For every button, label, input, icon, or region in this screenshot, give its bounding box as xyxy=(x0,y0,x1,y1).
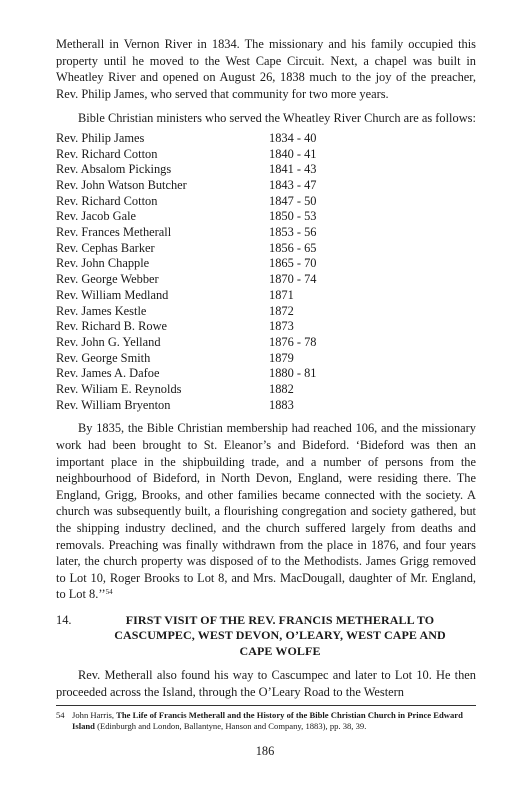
minister-years: 1834 - 40 xyxy=(269,130,317,145)
minister-name: Rev. Richard Cotton xyxy=(56,193,158,208)
minister-name: Rev. Richard B. Rowe xyxy=(56,319,168,334)
minister-name: Rev. Absalom Pickings xyxy=(56,162,172,177)
paragraph-2: Bible Christian ministers who served the Wheatley River Church are as follows: xyxy=(78,111,476,126)
minister-years: 1840 - 41 xyxy=(269,146,317,161)
minister-name: Rev. William Bryenton xyxy=(56,397,171,412)
minister-name: Rev. James A. Dafoe xyxy=(56,366,160,381)
minister-name: Rev. Frances Metherall xyxy=(56,225,172,240)
minister-name: Rev. William Medland xyxy=(56,287,169,302)
minister-years: 1856 - 65 xyxy=(269,240,317,255)
minister-row xyxy=(56,334,476,350)
footnote-title: The Life of Francis Metherall and the History of the Bible Christian Church in Prince Edward Island xyxy=(72,709,463,731)
minister-row xyxy=(56,397,476,413)
minister-row xyxy=(56,381,476,397)
minister-row xyxy=(56,255,476,271)
paragraph-3-text: By 1835, the Bible Christian membership had reached 106, and the missionary work had been brought to St. Eleanor’s and Bideford. ‘Bideford was then an important place in the shipbuilding trade, and a number of persons from the neighbourhood of Bideford, in North Devon, England, were residing there. The England, Grigg, Brooks, and other families became connected with the society. A church was subsequently built, a flourishing congregation and society gathered, but the shipping industry declined, and the church suffered largely from deaths and removals. Preaching was finally withdrawn from the place in 1876, and four years later, the church property was disposed of to the Methodists. James Grigg removed to Lot 10, Roger Brooks to Lot 8, and Mrs. MacDougall, daughter of Mr. England, to Lot 8.’’ xyxy=(56,421,476,602)
minister-name: Rev. Jacob Gale xyxy=(56,209,137,224)
minister-row xyxy=(56,271,476,287)
minister-name: Rev. George Webber xyxy=(56,272,159,287)
minister-years: 1872 xyxy=(269,303,294,318)
minister-row xyxy=(56,177,476,193)
minister-years: 1879 xyxy=(269,350,294,365)
minister-row xyxy=(56,130,476,146)
minister-row xyxy=(56,240,476,256)
minister-row xyxy=(56,208,476,224)
minister-row xyxy=(56,318,476,334)
minister-years: 1876 - 78 xyxy=(269,334,317,349)
minister-name: Rev. Richard Cotton xyxy=(56,146,158,161)
paragraph-4: Rev. Metherall also found his way to Cascumpec and later to Lot 10. He then proceeded across the Island, through the O’Leary Road to the Western xyxy=(56,668,476,699)
minister-years: 1873 xyxy=(269,319,294,334)
minister-row xyxy=(56,350,476,366)
minister-row xyxy=(56,161,476,177)
minister-years: 1853 - 56 xyxy=(269,225,317,240)
minister-name: Rev. Cephas Barker xyxy=(56,240,155,255)
footnote-body xyxy=(72,710,476,732)
minister-years: 1843 - 47 xyxy=(269,178,317,193)
minister-years: 1882 xyxy=(269,381,294,396)
section-title-line: FIRST VISIT OF THE REV. FRANCIS METHERALL TO xyxy=(125,612,435,627)
minister-name: Rev. Wiliam E. Reynolds xyxy=(56,381,182,396)
footnote-number: 54 xyxy=(56,709,65,720)
footnote-divider xyxy=(56,705,476,706)
minister-row xyxy=(56,146,476,162)
footnote-pages: pp. 38, 39. xyxy=(329,720,367,731)
minister-row xyxy=(56,303,476,319)
minister-years: 1883 xyxy=(269,397,294,412)
minister-years: 1870 - 74 xyxy=(269,272,317,287)
section-title-line: CAPE WOLFE xyxy=(239,643,321,658)
minister-name: Rev. John G. Yelland xyxy=(56,334,161,349)
footnote-author: John Harris, xyxy=(72,709,115,720)
minister-name: Rev. John Watson Butcher xyxy=(56,178,187,193)
minister-row xyxy=(56,365,476,381)
minister-name: Rev. Philip James xyxy=(56,130,145,145)
minister-years: 1847 - 50 xyxy=(269,193,317,208)
page-body xyxy=(56,36,476,732)
minister-name: Rev. James Kestle xyxy=(56,303,147,318)
footnote-publication: (Edinburgh and London, Ballantyne, Hanson and Company, 1883), xyxy=(97,720,328,731)
minister-name: Rev. John Chapple xyxy=(56,256,150,271)
minister-years: 1850 - 53 xyxy=(269,209,317,224)
minister-row xyxy=(56,193,476,209)
section-heading xyxy=(56,613,476,660)
minister-years: 1871 xyxy=(269,287,294,302)
section-title-line: CASCUMPEC, WEST DEVON, O’LEARY, WEST CAPE AND xyxy=(114,628,446,643)
minister-years: 1865 - 70 xyxy=(269,256,317,271)
page-number: 186 xyxy=(255,744,275,758)
minister-row xyxy=(56,287,476,303)
section-title xyxy=(104,613,476,660)
minister-list xyxy=(56,130,476,412)
minister-name: Rev. George Smith xyxy=(56,350,151,365)
footnote xyxy=(56,710,476,732)
footnote-ref: 54 xyxy=(105,588,113,597)
minister-row xyxy=(56,224,476,240)
minister-years: 1880 - 81 xyxy=(269,366,317,381)
section-number: 14. xyxy=(56,612,72,627)
minister-years: 1841 - 43 xyxy=(269,162,317,177)
paragraph-1: Metherall in Vernon River in 1834. The missionary and his family occupied this property until he moved to the West Cape Circuit. Next, a chapel was built in Wheatley River and opened on August 26, 1838 much to the joy of the preacher, Rev. Philip James, who served that community for two more years. xyxy=(56,37,476,101)
paragraph-3 xyxy=(56,420,476,603)
